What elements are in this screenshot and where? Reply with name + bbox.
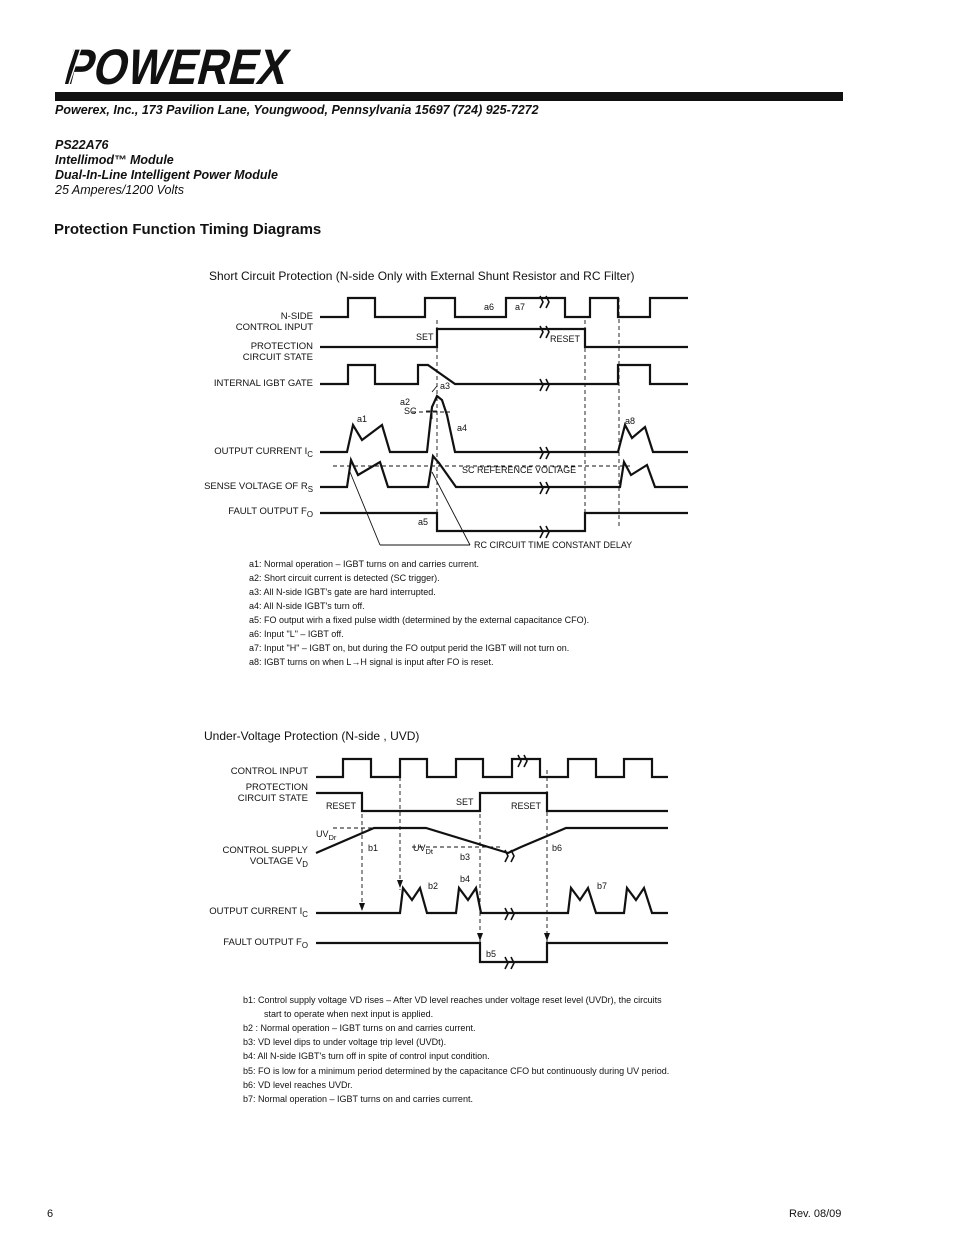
uv-annot-uvdt: $UV_{Dt}$ [413, 843, 434, 856]
sc-label-control-input-1: N-SIDE [280, 311, 313, 322]
uv-label-protection-1: PROTECTION [245, 782, 308, 793]
uv-annot-b4: b4 [460, 874, 471, 884]
module-line-2: Dual-In-Line Intelligent Power Module [55, 168, 278, 182]
revision: Rev. 08/09 [789, 1208, 842, 1220]
sc-annot-reset: RESET [550, 334, 581, 344]
uv-note-b7: b7: Normal operation – IGBT turns on and carries current. [243, 1094, 473, 1104]
uv-note-b3: b3: VD level dips to under voltage trip level (UVDt). [243, 1037, 447, 1047]
sc-diagram-title: Short Circuit Protection (N-side Only with External Shunt Resistor and RC Filter) [209, 269, 635, 283]
header-rule [55, 92, 843, 101]
uv-annot-set: SET [456, 797, 474, 807]
uv-annot-b7: b7 [597, 881, 608, 891]
svg-text:POWEREX: POWEREX [59, 38, 329, 95]
sc-note-a7: a7: Input "H" – IGBT on, but during the FO output perid the IGBT will not turn on. [249, 643, 570, 653]
module-line-1: Intellimod™ Module [55, 153, 174, 167]
sc-label-output-current: OUTPUT CURRENT $I_C$ [214, 446, 313, 459]
sc-annot-a7: a7 [515, 302, 526, 312]
page-number: 6 [47, 1208, 54, 1220]
powerex-logo [55, 38, 329, 95]
module-rating: 25 Amperes/1200 Volts [55, 183, 185, 197]
sc-label-igbt-gate: INTERNAL IGBT GATE [213, 378, 313, 389]
sc-annot-rc-delay: RC CIRCUIT TIME CONSTANT DELAY [474, 540, 633, 550]
sc-note-a1: a1: Normal operation – IGBT turns on and carries current. [249, 559, 479, 569]
sc-note-a5: a5: FO output wirh a fixed pulse width (determined by the external capacitance CFO). [249, 615, 590, 625]
uv-annot-b6: b6 [552, 843, 563, 853]
sc-annot-sc-ref: SC REFERENCE VOLTAGE [462, 465, 577, 475]
uv-label-output-current: OUTPUT CURRENT $I_C$ [209, 906, 308, 919]
sc-note-a6: a6: Input "L" – IGBT off. [249, 629, 344, 639]
uv-note-b5: b5: FO is low for a minimum period determined by the capacitance CFO but continuously during UV period. [243, 1066, 670, 1076]
section-title: Protection Function Timing Diagrams [54, 221, 322, 238]
sc-label-protection-1: PROTECTION [250, 341, 313, 352]
sc-annot-a3: a3 [440, 381, 451, 391]
part-number: PS22A76 [55, 138, 109, 152]
uv-note-b2: b2 : Normal operation – IGBT turns on and carries current. [243, 1023, 476, 1033]
uv-annot-uvdr: $UV_{Dr}$ [316, 829, 337, 842]
uv-annot-reset-1: RESET [326, 801, 357, 811]
uv-note-b6: b6: VD level reaches UVDr. [243, 1080, 353, 1090]
uv-label-fault-output: FAULT OUTPUT $F_O$ [223, 937, 308, 950]
sc-annot-sc: SC [404, 406, 417, 416]
sc-note-a4: a4: All N-side IGBT's turn off. [249, 601, 365, 611]
sc-annot-a8: a8 [625, 416, 636, 426]
uv-annot-b3: b3 [460, 852, 471, 862]
uv-label-supply-1: CONTROL SUPPLY [222, 845, 308, 856]
sc-note-a3: a3: All N-side IGBT's gate are hard interrupted. [249, 587, 436, 597]
uv-note-b1-cont: start to operate when next input is applied. [264, 1009, 434, 1019]
uv-annot-b2: b2 [428, 881, 439, 891]
uv-label-supply-2: VOLTAGE $V_D$ [249, 856, 308, 869]
sc-label-control-input-2: CONTROL INPUT [235, 322, 313, 333]
sc-annot-a2: a2 [400, 397, 411, 407]
sc-annot-a5: a5 [418, 517, 429, 527]
uv-annot-b1: b1 [368, 843, 379, 853]
company-address: Powerex, Inc., 173 Pavilion Lane, Youngwood, Pennsylvania 15697 (724) 925-7272 [55, 103, 539, 117]
sc-annot-a6: a6 [484, 302, 495, 312]
sc-annot-a1: a1 [357, 414, 368, 424]
sc-note-a2: a2: Short circuit current is detected (SC trigger). [249, 573, 440, 583]
sc-label-protection-2: CIRCUIT STATE [242, 352, 313, 363]
uv-annot-reset-2: RESET [511, 801, 542, 811]
uv-label-control-input: CONTROL INPUT [230, 766, 308, 777]
sc-label-sense-voltage: SENSE VOLTAGE OF $R_S$ [204, 481, 313, 494]
uv-note-b1: b1: Control supply voltage VD rises – After VD level reaches under voltage reset level (UVDr), the circuits [243, 995, 662, 1005]
uv-diagram-title: Under-Voltage Protection (N-side , UVD) [204, 729, 420, 743]
sc-annot-a4: a4 [457, 423, 468, 433]
sc-label-fault-output: FAULT OUTPUT $F_O$ [228, 506, 313, 519]
sc-note-a8: a8: IGBT turns on when L→H signal is input after FO is reset. [249, 657, 494, 667]
uv-label-protection-2: CIRCUIT STATE [237, 793, 308, 804]
uv-note-b4: b4: All N-side IGBT's turn off in spite of control input condition. [243, 1051, 490, 1061]
sc-annot-set: SET [416, 332, 434, 342]
uv-annot-b5: b5 [486, 949, 497, 959]
